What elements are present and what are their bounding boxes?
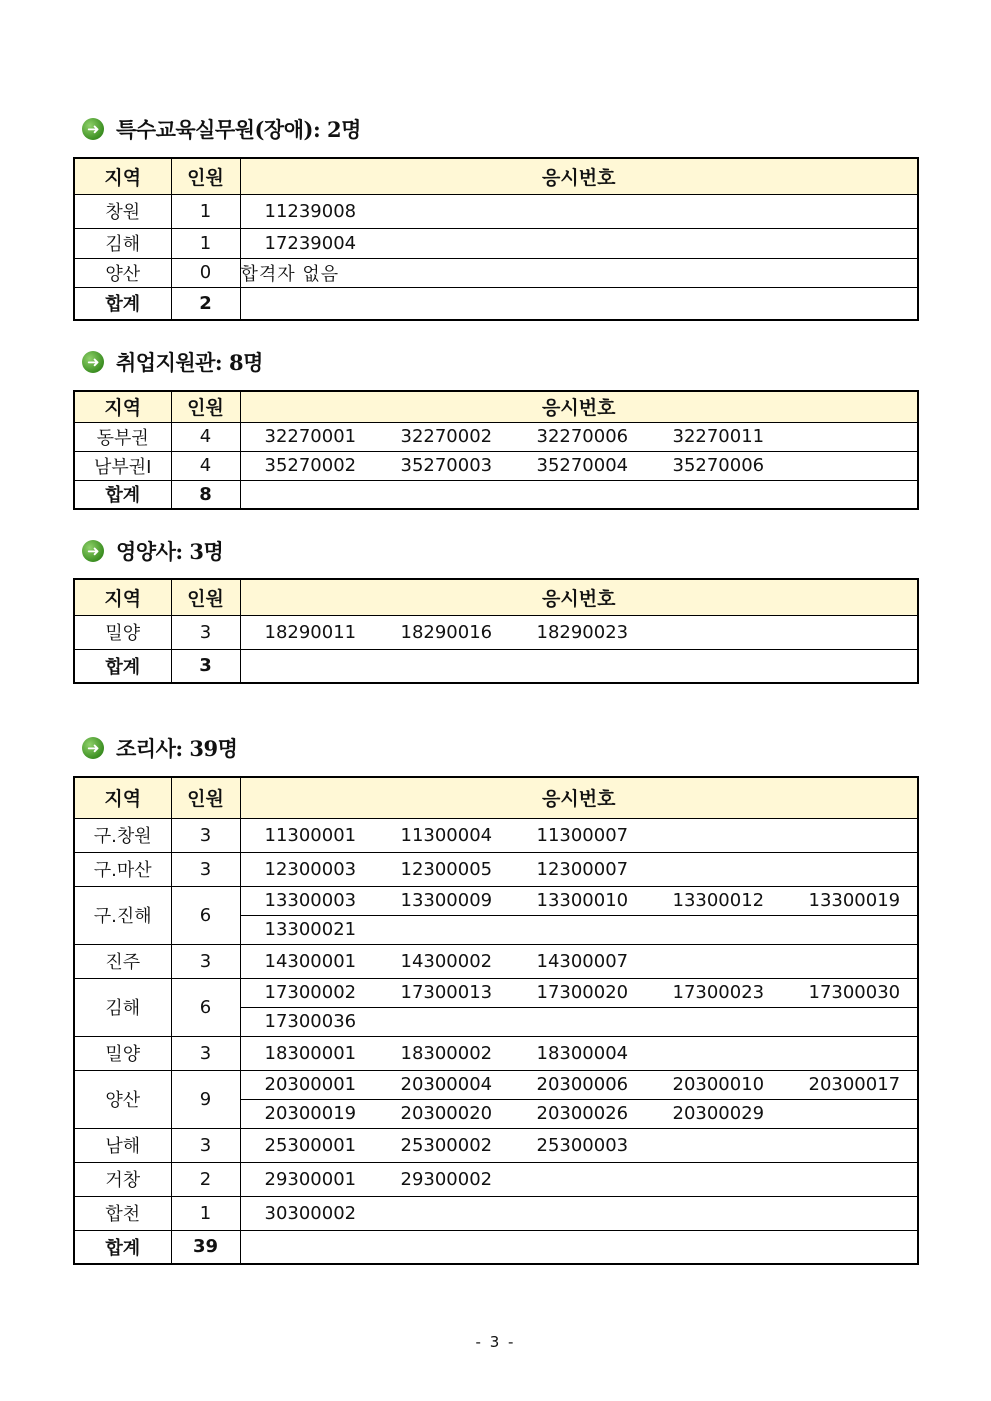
id-number: 30300002 [264, 1202, 357, 1224]
id-number: 20300001 [264, 1074, 357, 1095]
region-cell: 구.마산 [74, 852, 171, 886]
count-cell: 1 [171, 1196, 240, 1230]
count-cell: 4 [171, 451, 240, 480]
id-number: 20300019 [264, 1103, 357, 1124]
ids-cell [240, 451, 918, 480]
section-title-cook [82, 733, 237, 763]
ids-cell [240, 944, 918, 978]
count-cell: 3 [171, 818, 240, 852]
region-cell: 김해 [74, 228, 171, 258]
arrow-bullet-icon: ➜ [82, 737, 104, 759]
id-number: 13300010 [536, 890, 629, 911]
id-number: 18300002 [400, 1042, 493, 1064]
section-title-text: 특수교육실무원(장애): 2명 [116, 117, 361, 142]
ids-cell [240, 1036, 918, 1070]
id-number: 13300012 [672, 890, 765, 911]
id-number: 20300017 [808, 1074, 901, 1095]
id-number: 25300002 [400, 1134, 493, 1156]
id-number: 13300019 [808, 890, 901, 911]
ids-cell [240, 1099, 918, 1128]
id-number: 12300003 [264, 858, 357, 880]
section-title-nutritionist [82, 536, 223, 566]
count-cell: 3 [171, 1036, 240, 1070]
id-number: 14300002 [400, 950, 493, 972]
region-cell: 양산 [74, 258, 171, 287]
table-row [74, 258, 918, 287]
table-row [74, 978, 918, 1007]
table-header-row [74, 391, 918, 422]
count-cell: 0 [171, 258, 240, 287]
header-region: 지역 [74, 579, 171, 615]
header-ids: 응시번호 [240, 777, 918, 818]
section-title-job-support [82, 347, 263, 377]
id-number: 18300001 [264, 1042, 357, 1064]
id-number: 11239008 [264, 200, 357, 222]
id-number: 17300023 [672, 982, 765, 1003]
table-cook [73, 776, 919, 1265]
table-row [74, 852, 918, 886]
ids-cell [240, 886, 918, 915]
id-number: 35270004 [536, 455, 629, 476]
table-row [74, 422, 918, 451]
table-row [74, 451, 918, 480]
id-number: 13300003 [264, 890, 357, 911]
ids-cell [240, 1162, 918, 1196]
count-cell: 2 [171, 1162, 240, 1196]
table-header-row [74, 579, 918, 615]
table-row [74, 228, 918, 258]
header-count: 인원 [171, 777, 240, 818]
id-number: 20300010 [672, 1074, 765, 1095]
id-number: 25300001 [264, 1134, 357, 1156]
id-number: 14300001 [264, 950, 357, 972]
id-number: 35270003 [400, 455, 493, 476]
region-cell: 양산 [74, 1070, 171, 1128]
arrow-bullet-icon: ➜ [82, 351, 104, 373]
total-label: 합계 [74, 287, 171, 320]
id-number: 12300005 [400, 858, 493, 880]
id-number: 35270002 [264, 455, 357, 476]
count-cell: 3 [171, 944, 240, 978]
count-cell: 9 [171, 1070, 240, 1128]
region-cell: 남해 [74, 1128, 171, 1162]
id-number: 17300013 [400, 982, 493, 1003]
table-job-support [73, 390, 919, 510]
header-ids: 응시번호 [240, 158, 918, 194]
total-count: 3 [171, 649, 240, 683]
table-row [74, 1036, 918, 1070]
id-number: 11300001 [264, 824, 357, 846]
id-number: 35270006 [672, 455, 765, 476]
total-empty-cell [240, 649, 918, 683]
id-number: 32270006 [536, 426, 629, 447]
id-number: 29300001 [264, 1168, 357, 1190]
region-cell: 동부권 [74, 422, 171, 451]
id-number: 13300021 [264, 919, 357, 940]
id-number: 20300004 [400, 1074, 493, 1095]
region-cell: 밀양 [74, 615, 171, 649]
header-region: 지역 [74, 777, 171, 818]
ids-cell [240, 1128, 918, 1162]
total-row [74, 1230, 918, 1264]
id-number: 17300036 [264, 1011, 357, 1032]
region-cell: 구.창원 [74, 818, 171, 852]
header-region: 지역 [74, 391, 171, 422]
id-number: 11300007 [536, 824, 629, 846]
region-cell: 구.진해 [74, 886, 171, 944]
ids-cell [240, 1196, 918, 1230]
id-number: 20300006 [536, 1074, 629, 1095]
table-row [74, 194, 918, 228]
table-row [74, 1196, 918, 1230]
total-label: 합계 [74, 480, 171, 509]
arrow-bullet-icon: ➜ [82, 540, 104, 562]
total-empty-cell [240, 480, 918, 509]
arrow-bullet-icon: ➜ [82, 118, 104, 140]
table-row [74, 818, 918, 852]
table-row [74, 886, 918, 915]
header-ids: 응시번호 [240, 391, 918, 422]
header-ids: 응시번호 [240, 579, 918, 615]
count-cell: 3 [171, 1128, 240, 1162]
total-row [74, 649, 918, 683]
page-number: - 3 - [475, 1333, 516, 1351]
id-number: 17300030 [808, 982, 901, 1003]
id-number: 32270001 [264, 426, 357, 447]
region-cell: 합천 [74, 1196, 171, 1230]
table-special-education [73, 157, 919, 321]
ids-cell [240, 915, 918, 944]
id-number: 12300007 [536, 858, 629, 880]
table-header-row [74, 158, 918, 194]
id-number: 17239004 [264, 232, 357, 254]
ids-cell [240, 852, 918, 886]
header-count: 인원 [171, 158, 240, 194]
ids-cell [240, 615, 918, 649]
id-number: 20300029 [672, 1103, 765, 1124]
total-count: 2 [171, 287, 240, 320]
id-number: 14300007 [536, 950, 629, 972]
ids-cell [240, 818, 918, 852]
total-row [74, 287, 918, 320]
count-cell: 3 [171, 615, 240, 649]
id-number: 20300020 [400, 1103, 493, 1124]
count-cell: 6 [171, 978, 240, 1036]
total-row [74, 480, 918, 509]
section-title-text: 조리사: 39명 [116, 736, 238, 761]
ids-cell [240, 1007, 918, 1036]
id-number: 17300020 [536, 982, 629, 1003]
ids-cell [240, 978, 918, 1007]
id-number: 18290011 [264, 621, 357, 643]
region-cell: 거창 [74, 1162, 171, 1196]
count-cell: 1 [171, 228, 240, 258]
total-count: 8 [171, 480, 240, 509]
section-title-text: 영양사: 3명 [116, 539, 224, 564]
id-number: 18290023 [536, 621, 629, 643]
id-number: 32270011 [672, 426, 765, 447]
id-number: 11300004 [400, 824, 493, 846]
region-cell: 김해 [74, 978, 171, 1036]
id-number: 18300004 [536, 1042, 629, 1064]
region-cell: 밀양 [74, 1036, 171, 1070]
count-cell: 1 [171, 194, 240, 228]
header-region: 지역 [74, 158, 171, 194]
region-cell: 창원 [74, 194, 171, 228]
table-row [74, 615, 918, 649]
table-row [74, 944, 918, 978]
ids-cell [240, 1070, 918, 1099]
id-number: 20300026 [536, 1103, 629, 1124]
total-label: 합계 [74, 1230, 171, 1264]
no-passer-note: 합격자 없음 [240, 258, 918, 287]
id-number: 18290016 [400, 621, 493, 643]
table-header-row [74, 777, 918, 818]
region-cell: 진주 [74, 944, 171, 978]
table-row [74, 1070, 918, 1099]
id-number: 32270002 [400, 426, 493, 447]
section-title-special-education [82, 114, 361, 144]
id-number: 29300002 [400, 1168, 493, 1190]
ids-cell [240, 228, 918, 258]
total-count: 39 [171, 1230, 240, 1264]
ids-cell [240, 422, 918, 451]
total-label: 합계 [74, 649, 171, 683]
count-cell: 3 [171, 852, 240, 886]
id-number: 17300002 [264, 982, 357, 1003]
region-cell: 남부권Ⅰ [74, 451, 171, 480]
id-number: 25300003 [536, 1134, 629, 1156]
section-title-text: 취업지원관: 8명 [116, 350, 263, 375]
ids-cell [240, 194, 918, 228]
table-nutritionist [73, 578, 919, 684]
id-number: 13300009 [400, 890, 493, 911]
total-empty-cell [240, 287, 918, 320]
table-row [74, 1162, 918, 1196]
count-cell: 4 [171, 422, 240, 451]
total-empty-cell [240, 1230, 918, 1264]
table-row [74, 1128, 918, 1162]
count-cell: 6 [171, 886, 240, 944]
header-count: 인원 [171, 391, 240, 422]
header-count: 인원 [171, 579, 240, 615]
